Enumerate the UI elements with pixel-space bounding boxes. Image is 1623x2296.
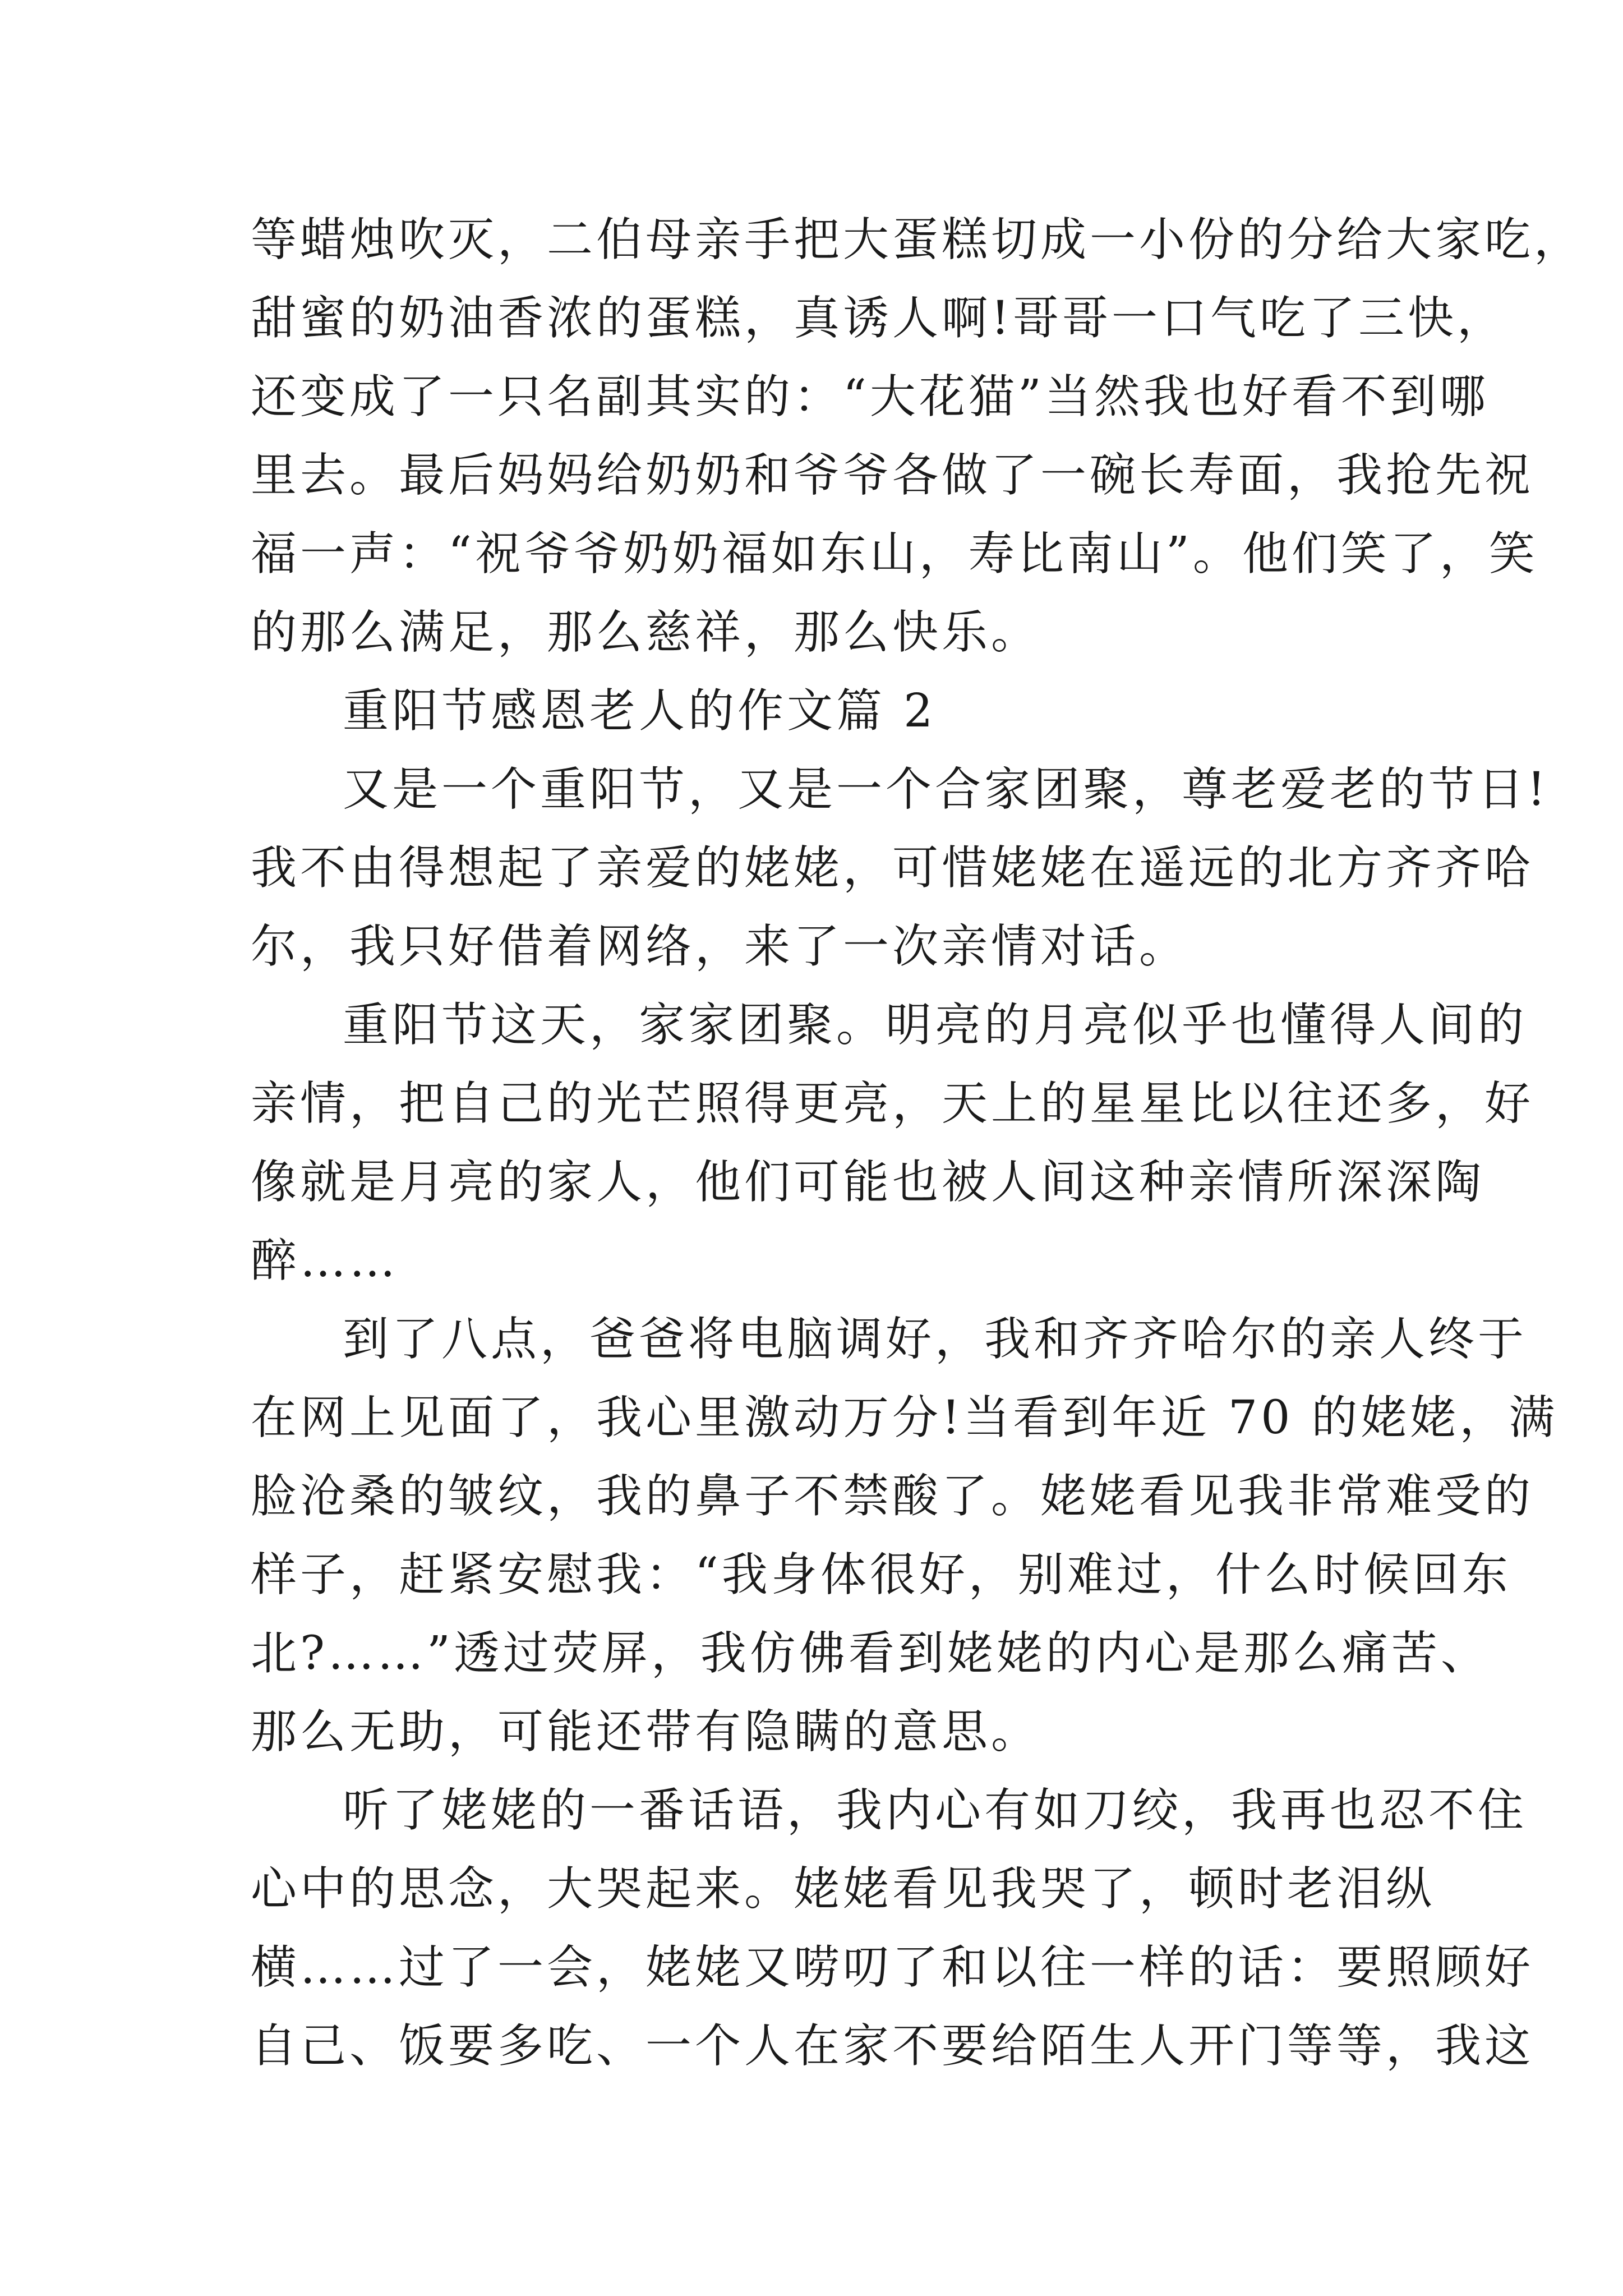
text-line: 横……过了一会，姥姥又唠叨了和以往一样的话：要照顾好 <box>251 1941 1534 1994</box>
text-line: 在网上见面了，我心里激动万分!当看到年近 70 的姥姥，满 <box>251 1391 1559 1444</box>
paragraph-start-line: 又是一个重阳节，又是一个合家团聚，尊老爱老的节日! <box>343 763 1549 816</box>
section-heading: 重阳节感恩老人的作文篇 2 <box>343 684 937 738</box>
paragraph-start-line: 听了姥姥的一番话语，我内心有如刀绞，我再也忍不住 <box>343 1784 1528 1837</box>
document-body <box>251 201 1584 2086</box>
text-line: 还变成了一只名副其实的：“大花猫”当然我也好看不到哪 <box>251 370 1489 424</box>
text-line: 像就是月亮的家人，他们可能也被人间这种亲情所深深陶 <box>251 1156 1485 1209</box>
text-line: 样子，赶紧安慰我：“我身体很好，别难过，什么时候回东 <box>251 1548 1511 1602</box>
text-line: 等蜡烛吹灭，二伯母亲手把大蛋糕切成一小份的分给大家吃， <box>251 213 1584 266</box>
text-line: 脸沧桑的皱纹，我的鼻子不禁酸了。姥姥看见我非常难受的 <box>251 1470 1534 1523</box>
text-line: 醉…… <box>251 1234 399 1287</box>
text-line: 心中的思念，大哭起来。姥姥看见我哭了，顿时老泪纵 <box>251 1862 1436 1916</box>
text-line: 里去。最后妈妈给奶奶和爷爷各做了一碗长寿面，我抢先祝 <box>251 449 1534 502</box>
paragraph-start-line: 重阳节这天，家家团聚。明亮的月亮似乎也懂得人间的 <box>343 999 1528 1052</box>
text-line: 的那么满足，那么慈祥，那么快乐。 <box>251 606 1041 659</box>
text-line: 那么无助，可能还带有隐瞒的意思。 <box>251 1705 1041 1759</box>
text-line: 尔，我只好借着网络，来了一次亲情对话。 <box>251 920 1189 973</box>
text-line: 福一声：“祝爷爷奶奶福如东山，寿比南山”。他们笑了，笑 <box>251 527 1538 581</box>
text-line: 北?……”透过荧屏，我仿佛看到姥姥的内心是那么痛苦、 <box>251 1627 1490 1680</box>
text-line: 亲情，把自己的光芒照得更亮，天上的星星比以往还多，好 <box>251 1077 1534 1130</box>
paragraph-start-line: 到了八点，爸爸将电脑调好，我和齐齐哈尔的亲人终于 <box>343 1313 1528 1366</box>
text-line: 我不由得想起了亲爱的姥姥，可惜姥姥在遥远的北方齐齐哈 <box>251 841 1534 895</box>
text-line: 甜蜜的奶油香浓的蛋糕，真诱人啊!哥哥一口气吃了三快， <box>251 292 1506 345</box>
text-line: 自己、饭要多吃、一个人在家不要给陌生人开门等等，我这 <box>251 2019 1534 2073</box>
